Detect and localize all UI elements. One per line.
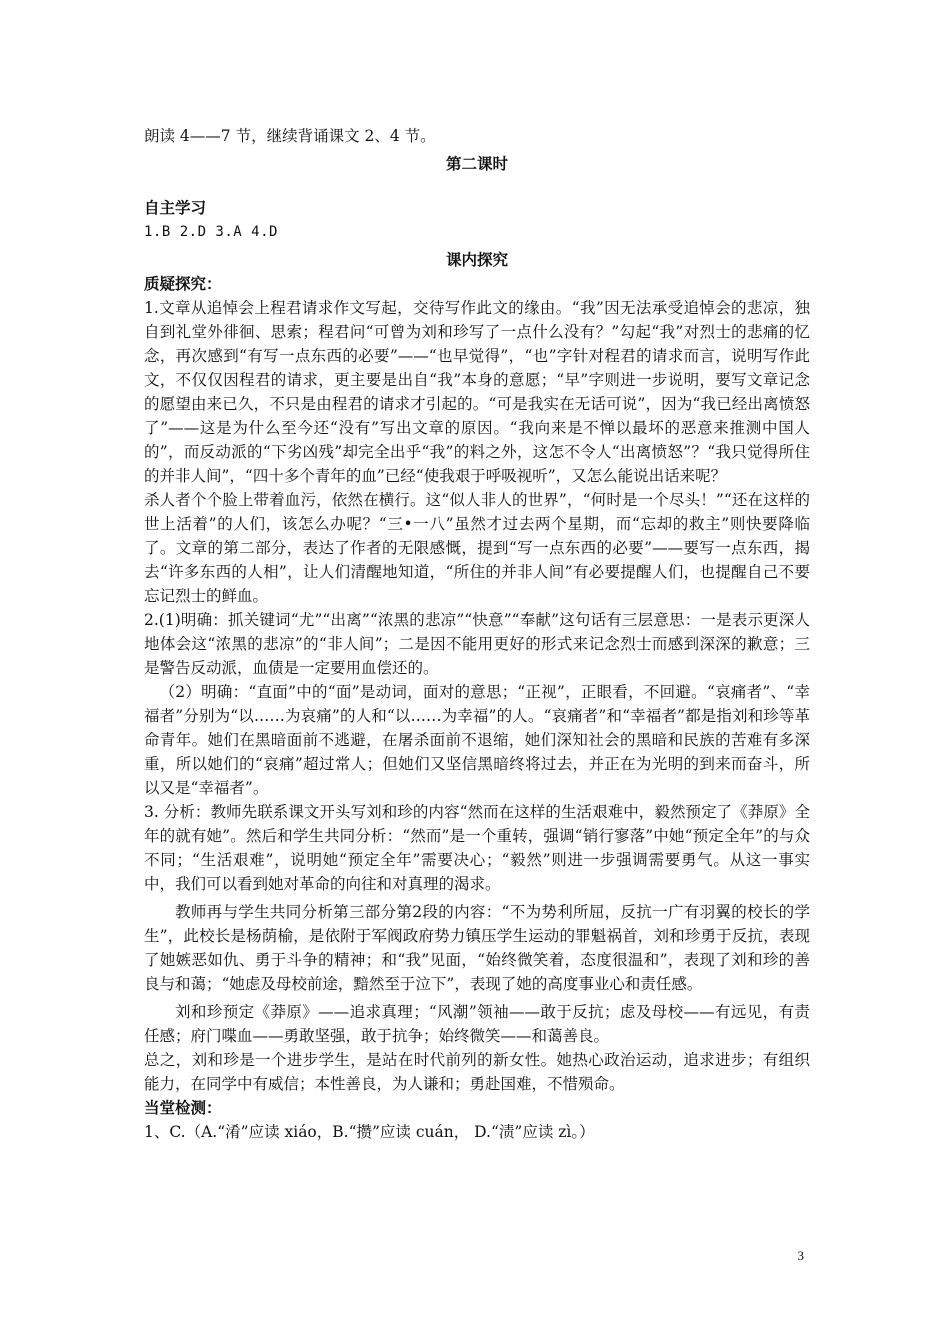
paragraph-q3-analysis: 教师再与学生共同分析第三部分第2段的内容：“不为势利所屈，反抗一广有羽翼的校长的学生”，此校长是杨荫榆，是依附于军阀政府势力镇压学生运动的罪魁祸首，刘和珍勇于反抗，表现了她嫉恶如仇、勇于斗争的精神；和“我”见面，“始终微笑着，态度很温和”，表现了刘和珍的善良与和蔼；“她虑及母校前途，黯然至于泣下”，表现了她的高度事业心和责任感。: [144, 903, 810, 993]
page-number: 3: [797, 1248, 804, 1263]
paragraph-q3-summary-traits: 刘和珍预定《莽原》——追求真理；“风潮”领袖——敢于反抗；虑及母校——有远见，有责任感；府门喋血——勇敢坚强，敢于抗争；始终微笑——和蔼善良。: [144, 1003, 810, 1045]
paragraph-q2-1: 2.(1)明确：抓关键词“尤”“出离”“浓黑的悲凉”“快意”“奉献”这句话有三层意思：一是表示更深人地体会这“浓黑的悲凉”的“非人间”；二是因不能用更好的形式来记念烈士而感到深深的歉意；三是警告反动派，血债是一定要用血偿还的。: [144, 611, 810, 677]
page-content: [144, 124, 810, 1144]
paragraph-q3-conclusion: 总之，刘和珍是一个进步学生，是站在时代前列的新女性。她热心政治运动，追求进步；有组织能力，在同学中有威信；本性善良，为人谦和；勇赴国难，不惜殒命。: [144, 1051, 810, 1093]
paragraph-q3: 3. 分析：教师先联系课文开头写刘和珍的内容“然而在这样的生活艰难中，毅然预定了《莽原》全年的就有她”。然后和学生共同分析：“然而”是一个重转，强调“销行寥落”中她“预定全年”的与众不同；“生活艰难”，说明她“预定全年”需要决心；“毅然”则进一步强调需要勇气。从这一事实中，我们可以看到她对革命的向往和对真理的渴求。: [144, 803, 810, 893]
intro-line: 朗读 4——7 节，继续背诵课文 2、4 节。: [144, 127, 436, 145]
self-study-heading: 自主学习: [144, 199, 207, 217]
paragraph-q1: 1.文章从追悼会上程君请求作文写起，交待写作此文的缘由。“我”因无法承受追悼会的悲凉，独自到礼堂外徘徊、思索；程君问“可曾为刘和珍写了一点什么没有？”勾起“我”对烈士的悲痛的忆念，再次感到“有写一点东西的必要”——“也早觉得”，“也”字针对程君的请求而言，说明写作此文，不仅仅因程君的请求，更主要是出自“我”本身的意愿；“早”字则进一步说明，要写文章记念的愿望由来已久，不只是由程君的请求才引起的。“可是我实在无话可说”，因为“我已经出离愤怒了”——这是为什么至今还“没有”写出文章的原因。“我向来是不惮以最坏的恶意来推测中国人的”，而反动派的“下劣凶残”却完全出乎“我”的料之外，这怎不令人“出离愤怒”？“我只觉得所住的并非人间”，“四十多个青年的血”已经“使我艰于呼吸视听”，又怎么能说出话来呢？: [144, 299, 810, 485]
self-study-answers: 1.B 2.D 3.A 4.D: [144, 224, 278, 240]
class-explore-title: 课内探究: [445, 250, 508, 269]
question-section-heading: 质疑探究：: [144, 275, 222, 293]
class-test-answer-1: 1、C.（A.“淆”应读 xiáo，B.“攒”应读 cuán， D.“渍”应读 zì。）: [144, 1123, 595, 1141]
class-test-heading: 当堂检测：: [144, 1099, 222, 1117]
paragraph-q1-cont: 杀人者个个脸上带着血污，依然在横行。这“似人非人的世界”，“何时是一个尽头！”“还在这样的世上活着”的人们，该怎么办呢？“三•一八”虽然才过去两个星期，而“忘却的救主”则快要降临了。文章的第二部分，表达了作者的无限感慨，提到“写一点东西的必要”——要写一点东西，揭去“许多东西的人相”，让人们清醒地知道，“所住的并非人间”有必要提醒人们，也提醒自己不要忘记烈士的鲜血。: [144, 491, 810, 605]
paragraph-q2-2: （2）明确：“直面”中的“面”是动词，面对的意思；“正视”，正眼看，不回避。“哀痛者”、“幸福者”分别为“以……为哀痛”的人和“以……为幸福”的人。“哀痛者”和“幸福者”都是指刘和珍等革命青年。她们在黑暗面前不逃避，在屠杀面前不退缩，她们深知社会的黑暗和民族的苦难有多深重，所以她们的“哀痛”超过常人；但她们又坚信黑暗终将过去，并正在为光明的到来而奋斗，所以又是“幸福者”。: [144, 683, 810, 797]
lesson-title: 第二课时: [445, 154, 508, 173]
